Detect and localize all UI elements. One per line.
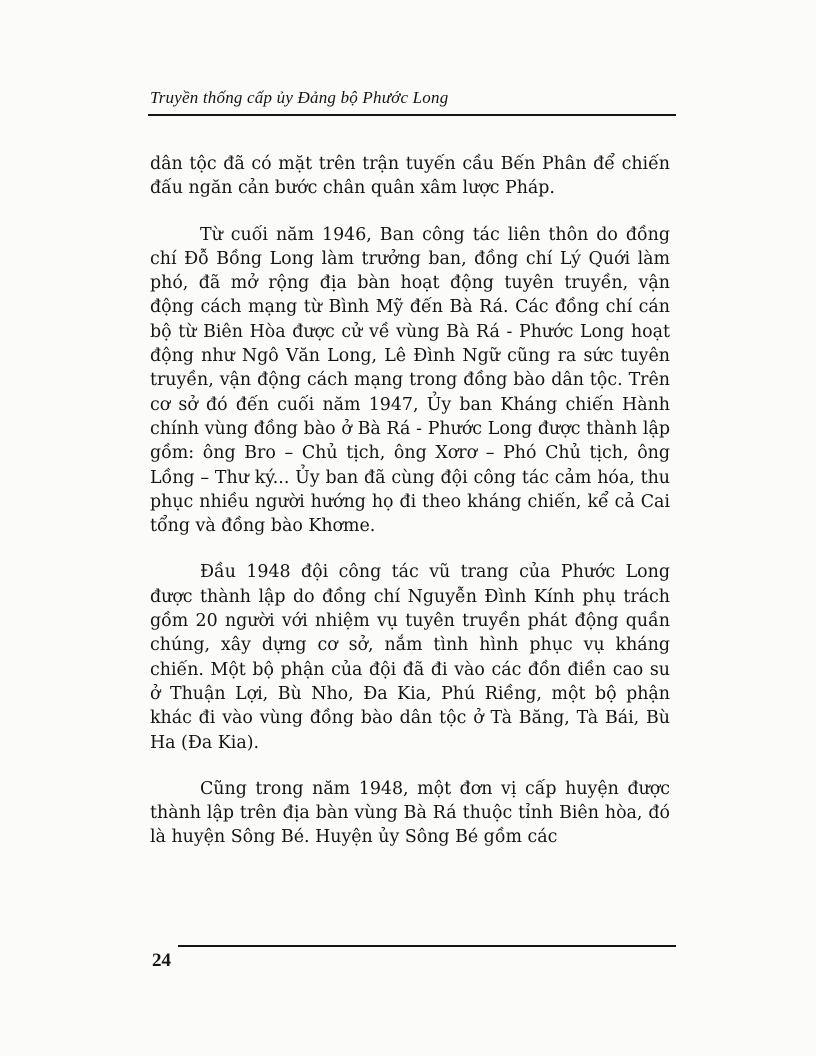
paragraph: Cũng trong năm 1948, một đơn vị cấp huyện được thành lập trên địa bàn vùng Bà Rá thuộc tỉnh Biên hòa, đó là huyện Sông Bé. Huyện ủy Sông Bé gồm các xyxy=(150,778,670,848)
paragraph: Đầu 1948 đội công tác vũ trang của Phước Long được thành lập do đồng chí Nguyễn Đình Kính phụ trách gồm 20 người với nhiệm vụ tuyên truyền phát động quần chúng, xây dựng cơ sở, nắm tình hình phục vụ kháng chiến. Một bộ phận của đội đã đi vào các đồn điền cao su ở Thuận Lợi, Bù Nho, Đa Kia, Phú Riềng, một bộ phận khác đi vào vùng đồng bào dân tộc ở Tà Băng, Tà Bái, Bù Ha (Đa Kia). xyxy=(150,562,670,753)
running-header: Truyền thống cấp ủy Đảng bộ Phước Long xyxy=(150,88,449,107)
body-text xyxy=(150,152,670,872)
paragraph-continued: dân tộc đã có mặt trên trận tuyến cầu Bến Phân để chiến đấu ngăn cản bước chân quân xâm lược Pháp. xyxy=(150,154,670,199)
paragraph: Từ cuối năm 1946, Ban công tác liên thôn do đồng chí Đỗ Bồng Long làm trưởng ban, đồng chí Lý Quới làm phó, đã mở rộng địa bàn hoạt động tuyên truyền, vận động cách mạng từ Bình Mỹ đến Bà Rá. Các đồng chí cán bộ từ Biên Hòa được cử về vùng Bà Rá - Phước Long hoạt động như Ngô Văn Long, Lê Đình Ngữ cũng ra sức tuyên truyền, vận động cách mạng trong đồng bào dân tộc. Trên cơ sở đó đến cuối năm 1947, Ủy ban Kháng chiến Hành chính vùng đồng bào ở Bà Rá - Phước Long được thành lập gồm: ông Bro – Chủ tịch, ông Xơrơ – Phó Chủ tịch, ông Lồng – Thư ký... Ủy ban đã cùng đội công tác cảm hóa, thu phục nhiều người hướng họ đi theo kháng chiến, kể cả Cai tổng và đồng bào Khơme. xyxy=(150,224,670,537)
header-rule xyxy=(148,114,676,116)
footer-rule xyxy=(178,945,676,947)
page-number: 24 xyxy=(152,950,171,971)
